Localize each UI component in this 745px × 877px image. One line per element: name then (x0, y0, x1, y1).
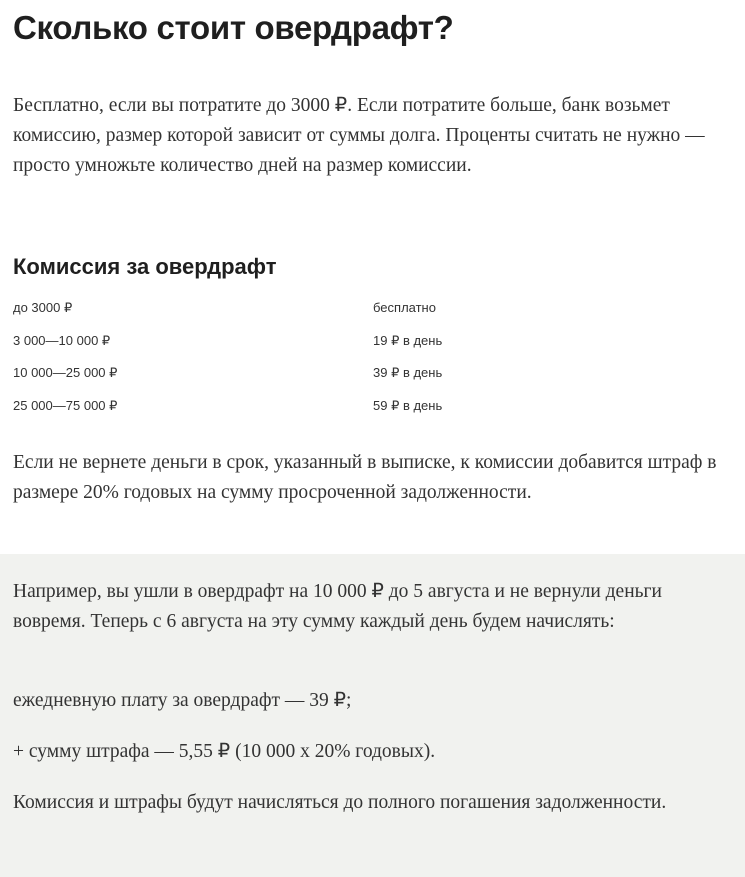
commission-fee: 19 ₽ в день (373, 332, 443, 348)
commission-row (13, 359, 733, 392)
commission-row (13, 294, 733, 327)
commission-range: 10 000—25 000 ₽ (13, 365, 118, 380)
commission-fee: бесплатно (373, 300, 436, 315)
commission-fee: 59 ₽ в день (373, 397, 443, 413)
commission-row (13, 327, 733, 360)
penalty-paragraph: Если не вернете деньги в срок, указанный в выписке, к комиссии добавится штраф в размере 20% годовых на сумму просроченной задолженности. (13, 452, 717, 503)
commission-table (13, 294, 733, 424)
example-penalty-amount: + сумму штрафа — 5,55 ₽ (10 000 х 20% годовых). (13, 741, 436, 762)
intro-paragraph: Бесплатно, если вы потратите до 3000 ₽. Если потратите больше, банк возьмет комиссию, размер которой зависит от суммы долга. Проценты считать не нужно — просто умножьте количество дней на размер комиссии. (13, 95, 705, 176)
commission-row (13, 392, 733, 425)
commission-range: 25 000—75 000 ₽ (13, 397, 118, 413)
commission-section-title: Комиссия за овердрафт (13, 254, 277, 279)
commission-range: 3 000—10 000 ₽ (13, 332, 111, 348)
example-box (0, 554, 745, 877)
commission-range: до 3000 ₽ (13, 300, 73, 315)
page-title: Сколько стоит овердрафт? (13, 9, 454, 46)
commission-fee: 39 ₽ в день (373, 365, 443, 380)
example-conclusion: Комиссия и штрафы будут начисляться до полного погашения задолженности. (13, 792, 667, 813)
example-daily-fee: ежедневную плату за овердрафт — 39 ₽; (13, 690, 352, 711)
example-intro: Например, вы ушли в овердрафт на 10 000 ₽ до 5 августа и не вернули деньги вовремя. Теперь с 6 августа на эту сумму каждый день будем начислять: (13, 581, 662, 632)
